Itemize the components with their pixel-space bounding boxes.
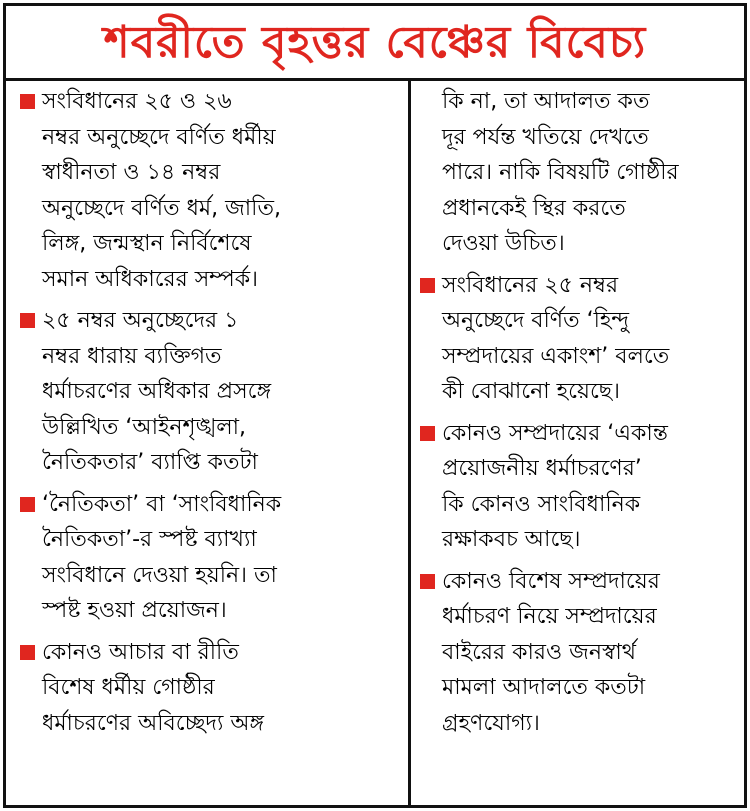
list-item <box>418 564 738 742</box>
text-line: ধর্মাচরণের অধিকার প্রসঙ্গে <box>42 379 272 404</box>
text-line: নৈতিকতার’ ব্যাপ্তি কতটা <box>42 450 258 475</box>
red-square-bullet-icon <box>20 313 35 328</box>
text-line: সংবিধানে দেওয়া হয়নি। তা <box>42 562 277 588</box>
text-line: নৈতিকতা’-র স্পষ্ট ব্যাখ্যা <box>42 527 257 552</box>
text-line: দূর পর্যন্ত খতিয়ে দেখতে <box>442 124 649 150</box>
text-line: উল্লিখিত ‘আইনশৃঙ্খলা, <box>42 414 247 440</box>
column-divider <box>408 81 411 805</box>
title-divider <box>6 78 744 81</box>
text-line: নম্বর অনুচ্ছেদে বর্ণিত ধর্মীয় <box>42 124 276 150</box>
list-item <box>18 84 400 297</box>
text-line: ধর্মাচরণ নিয়ে সম্প্রদায়ের <box>442 604 657 629</box>
text-line: মামলা আদালতে কতটা <box>442 675 646 700</box>
text-line: দেওয়া উচিত। <box>442 231 565 256</box>
text-line: কোনও সম্প্রদায়ের ‘একান্ত <box>442 420 668 446</box>
text-line: রক্ষাকবচ আছে। <box>442 527 581 552</box>
list-item <box>418 84 738 262</box>
text-line: কি কোনও সাংবিধানিক <box>442 491 641 517</box>
red-square-bullet-icon <box>20 94 35 109</box>
red-square-bullet-icon <box>20 497 35 512</box>
text-line: সম্প্রদায়ের একাংশ’ বলতে <box>442 343 670 369</box>
text-line: প্রধানকেই স্থির করতে <box>442 195 626 221</box>
text-line: কী বোঝানো হয়েছে। <box>442 379 620 404</box>
text-line: লিঙ্গ, জন্মস্থান নির্বিশেষে <box>42 231 252 256</box>
text-line: ‘নৈতিকতা’ বা ‘সাংবিধানিক <box>42 491 282 517</box>
text-line: সংবিধানের ২৫ নম্বর <box>442 272 619 298</box>
text-line: বাইরের কারও জনস্বার্থ <box>442 639 636 665</box>
red-square-bullet-icon <box>20 645 35 660</box>
red-square-bullet-icon <box>420 426 435 441</box>
text-line: কোনও আচার বা রীতি <box>42 639 239 665</box>
text-line: পারে। নাকি বিষয়টি গোষ্ঠীর <box>442 160 679 185</box>
list-item <box>18 635 400 742</box>
list-item <box>418 268 738 410</box>
text-line: স্পষ্ট হওয়া প্রয়োজন। <box>42 598 227 623</box>
text-line: সংবিধানের ২৫ ও ২৬ <box>42 89 232 114</box>
text-line: ২৫ নম্বর অনুচ্ছেদের ১ <box>42 308 239 333</box>
text-line: ধর্মাচরণের অবিচ্ছেদ্য অঙ্গ <box>42 710 264 736</box>
text-line: প্রয়োজনীয় ধর্মাচরণের’ <box>442 456 642 481</box>
list-item <box>18 303 400 481</box>
text-line: স্বাধীনতা ও ১৪ নম্বর <box>42 160 221 185</box>
red-square-bullet-icon <box>420 278 435 293</box>
text-line: অনুচ্ছেদে বর্ণিত ধর্ম, জাতি, <box>42 195 281 221</box>
text-line: সমান অধিকারের সম্পর্ক। <box>42 266 259 292</box>
red-square-bullet-icon <box>420 574 435 589</box>
text-line: বিশেষ ধর্মীয় গোষ্ঠীর <box>42 675 215 700</box>
headline: শবরীতে বৃহত্তর বেঞ্চের বিবেচ্য <box>103 17 647 68</box>
text-line: গ্রহণযোগ্য। <box>442 710 540 736</box>
text-line: অনুচ্ছেদে বর্ণিত ‘হিন্দু <box>442 308 630 333</box>
article-box <box>3 3 747 808</box>
list-item <box>418 416 738 558</box>
list-item <box>18 487 400 629</box>
text-line: কি না, তা আদালত কত <box>442 89 650 114</box>
text-line: নম্বর ধারায় ব্যক্তিগত <box>42 343 222 369</box>
text-line: কোনও বিশেষ সম্প্রদায়ের <box>442 568 660 594</box>
